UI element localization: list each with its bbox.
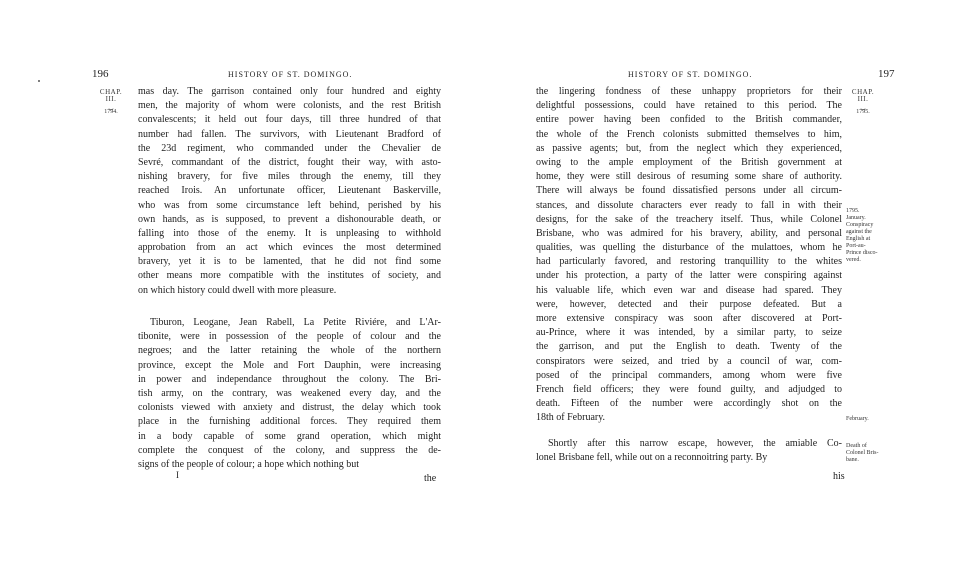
text-line: other means more compatible with the institutes of society, and bbox=[138, 270, 441, 282]
right-page bbox=[490, 0, 980, 567]
text-line: posed of the principal commanders, among whom were five bbox=[536, 369, 842, 381]
margin-note-february: February. bbox=[846, 416, 869, 422]
margin-note-line: against the bbox=[846, 229, 872, 235]
right-running-head: HISTORY OF ST. DOMINGO. bbox=[628, 70, 753, 79]
right-margin-chapter: CHAP. III. bbox=[851, 88, 875, 103]
text-line: bravery, yet it is to be lamented, that he did not find some bbox=[138, 256, 441, 268]
margin-note-line: Death of bbox=[846, 443, 867, 449]
text-line: conspirators were seized, and tried by a council of war, com- bbox=[536, 355, 842, 367]
margin-note-line: Colonel Bris- bbox=[846, 450, 879, 456]
text-line: death. Fifteen of the number were accordingly shot on the bbox=[536, 398, 842, 410]
right-paragraph-2 bbox=[536, 437, 842, 465]
text-line: were, however, detected and their purpose defeated. But a bbox=[536, 298, 842, 310]
text-line: men, the majority of whom were colonists, and the rest British bbox=[138, 100, 441, 112]
text-line: There will always be found dissatisfied persons under all circum- bbox=[536, 185, 842, 197]
left-margin-chapter: CHAP. III. bbox=[99, 88, 123, 103]
text-line: home, they were still desirous of resuming some share of authority. bbox=[536, 171, 842, 183]
left-catchword: the bbox=[424, 473, 437, 484]
left-running-head: HISTORY OF ST. DOMINGO. bbox=[228, 70, 353, 79]
text-line: on which history could dwell with more pleasure. bbox=[138, 284, 337, 296]
text-line: as passive agents; but, from the neglect which they experienced, bbox=[536, 142, 842, 154]
text-line: reached Irois. An unfortunate officer, Lieutenant Baskerville, bbox=[138, 185, 441, 197]
text-line: the garrison, and put the English to death. Twenty of the bbox=[536, 341, 842, 353]
margin-note-line: English at bbox=[846, 236, 871, 242]
text-line: who was from some circumstance left behind, perished by his bbox=[138, 199, 441, 211]
text-line: falling into those of the enemy. It is unpleasing to withhold bbox=[138, 227, 441, 239]
text-line: convalescents; it held out four days, till three hundred of that bbox=[138, 114, 441, 126]
text-line: negroes; and the latter retaining the whole of the northern bbox=[138, 345, 441, 357]
text-line: the 23d regiment, who commanded under the Chevalier de bbox=[138, 142, 441, 154]
text-line: signs of the people of colour; a hope which nothing but bbox=[138, 458, 360, 470]
text-line: 18th of February. bbox=[536, 412, 606, 424]
margin-note-line: Port-au- bbox=[846, 243, 866, 249]
margin-note-line: vered. bbox=[846, 257, 861, 263]
text-line: colonists viewed with anxiety and distrust, the delay which took bbox=[138, 402, 441, 414]
text-line: in power and independance throughout the colony. The Bri- bbox=[138, 373, 441, 385]
right-margin-year: 1795. bbox=[856, 109, 870, 115]
margin-note-line: 1795. bbox=[846, 208, 860, 214]
left-margin-year: 1794. bbox=[104, 109, 118, 115]
text-line: complete the conquest of the colony, and suppress the de- bbox=[138, 444, 441, 456]
text-line: qualities, was quelling the disturbance of the mulattoes, whom he bbox=[536, 242, 842, 254]
text-line: French field officers; they were found guilty, and adjudged to bbox=[536, 383, 842, 395]
left-paragraph-1 bbox=[138, 85, 441, 298]
text-line: his valuable life, which even war and disease had spared. They bbox=[536, 284, 842, 296]
left-page-number: 196 bbox=[92, 68, 109, 80]
text-line: more extensive conspiracy was soon after discovered at Port- bbox=[536, 313, 842, 324]
text-line: Brisbane, who was admired for his bravery, ability, and personal bbox=[536, 227, 842, 239]
text-line: had particularly favored, and restoring tranquillity to the whites bbox=[536, 256, 842, 268]
right-catchword: his bbox=[833, 471, 845, 482]
margin-note-conspiracy bbox=[846, 208, 906, 264]
text-line: own hands, as is supposed, to prevent a dishonourable death, or bbox=[138, 213, 441, 225]
margin-note-death bbox=[846, 443, 906, 464]
margin-note-line: Prince disco- bbox=[846, 250, 878, 256]
brace-glyph: ⏟ bbox=[860, 101, 866, 110]
text-line: nishing bravery, for five miles through the enemy, till they bbox=[138, 171, 441, 183]
left-signature-mark: I bbox=[176, 470, 179, 480]
text-line: province, except the Mole and Fort Dauphin, were increasing bbox=[138, 359, 441, 371]
text-line: mas day. The garrison contained only four hundred and eighty bbox=[138, 86, 441, 97]
text-line: Sevré, commandant of the district, fought their way, with asto- bbox=[138, 156, 441, 168]
right-paragraph-1 bbox=[536, 85, 842, 426]
text-line: tish army, on the contrary, was weakened every day, and the bbox=[138, 387, 441, 399]
margin-note-line: Conspiracy bbox=[846, 222, 874, 228]
text-line: Shortly after this narrow escape, however, the amiable Co- bbox=[548, 438, 842, 449]
text-line: delightful possessions, could have retained to this period. The bbox=[536, 100, 842, 112]
text-line: place in the furnishing additional forces. They required them bbox=[138, 416, 441, 428]
left-margin-chapter-note bbox=[94, 89, 128, 116]
left-paragraph-2 bbox=[138, 316, 441, 472]
text-line: stances, and dissolute characters ever ready to fall in with their bbox=[536, 199, 842, 211]
text-line: the whole of the French colonists submitted themselves to him, bbox=[536, 128, 842, 140]
text-line: owing to the ample employment of the British government at bbox=[536, 156, 842, 168]
text-line: Tiburon, Leogane, Jean Rabell, La Petite Riviére, and L'Ar- bbox=[150, 317, 441, 328]
right-margin-chapter-note bbox=[846, 89, 880, 116]
text-line: lonel Brisbane fell, while out on a reconnoitring party. By bbox=[536, 452, 768, 464]
text-line: approbation from an act which evinces the most determined bbox=[138, 242, 441, 254]
right-page-number: 197 bbox=[878, 68, 895, 80]
text-line: in a body capable of some grand operation, which might bbox=[138, 430, 441, 442]
text-line: the lingering fondness of these unhappy proprietors for their bbox=[536, 86, 842, 97]
text-line: tibonite, were in possession of the people of colour and the bbox=[138, 331, 441, 343]
text-line: entire power having been confided to the British commander, bbox=[536, 114, 842, 126]
text-line: designs, for the sake of the treachery itself. Thus, while Colonel bbox=[536, 213, 842, 225]
brace-glyph: ⏟ bbox=[108, 101, 114, 110]
margin-note-line: January. bbox=[846, 215, 866, 221]
ink-speck bbox=[38, 80, 40, 82]
text-line: number had fallen. The survivors, with Lieutenant Bradford of bbox=[138, 128, 441, 140]
text-line: au-Prince, where it was intended, by a similar party, to seize bbox=[536, 327, 842, 339]
margin-note-line: bane. bbox=[846, 457, 859, 463]
text-line: under his protection, a party of the latter were conspiring against bbox=[536, 270, 842, 282]
